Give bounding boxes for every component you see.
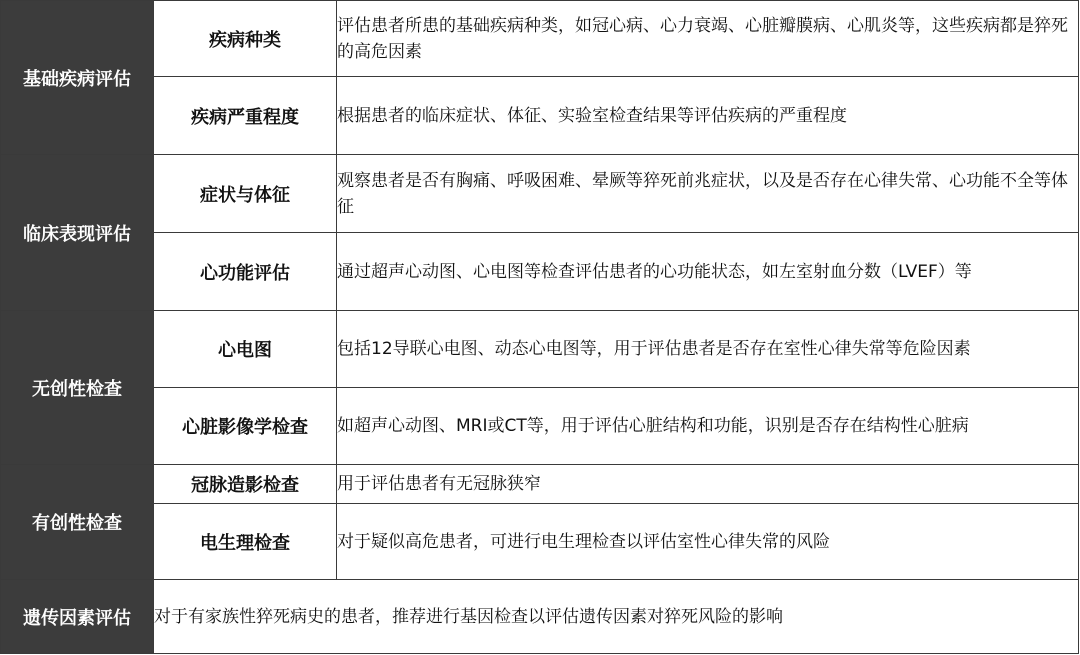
table-row [1,233,1079,311]
item-name-cell: 症状与体征 [154,155,337,233]
table-row [1,388,1079,465]
item-description-cell: 用于评估患者有无冠脉狭窄 [337,465,1079,504]
table-row [1,311,1079,388]
category-cell: 有创性检查 [1,465,154,580]
table-row [1,155,1079,233]
table-row [1,1,1079,77]
item-name-cell: 疾病种类 [154,1,337,77]
item-name-cell: 电生理检查 [154,504,337,580]
category-cell: 基础疾病评估 [1,1,154,155]
item-name-cell: 心电图 [154,311,337,388]
item-description-cell: 对于疑似高危患者，可进行电生理检查以评估室性心律失常的风险 [337,504,1079,580]
item-name-cell: 疾病严重程度 [154,77,337,155]
item-description-cell: 对于有家族性猝死病史的患者，推荐进行基因检查以评估遗传因素对猝死风险的影响 [154,580,1079,654]
item-description-cell: 评估患者所患的基础疾病种类，如冠心病、心力衰竭、心脏瓣膜病、心肌炎等，这些疾病都是猝死的高危因素 [337,1,1079,77]
table-row [1,465,1079,504]
table-row [1,504,1079,580]
item-description-cell: 通过超声心动图、心电图等检查评估患者的心功能状态，如左室射血分数（LVEF）等 [337,233,1079,311]
item-name-cell: 心功能评估 [154,233,337,311]
item-name-cell: 心脏影像学检查 [154,388,337,465]
table-row [1,580,1079,654]
item-description-cell: 包括12导联心电图、动态心电图等，用于评估患者是否存在室性心律失常等危险因素 [337,311,1079,388]
item-description-cell: 如超声心动图、MRI或CT等，用于评估心脏结构和功能，识别是否存在结构性心脏病 [337,388,1079,465]
item-description-cell: 观察患者是否有胸痛、呼吸困难、晕厥等猝死前兆症状，以及是否存在心律失常、心功能不全等体征 [337,155,1079,233]
category-cell: 临床表现评估 [1,155,154,311]
category-cell: 遗传因素评估 [1,580,154,654]
category-cell: 无创性检查 [1,311,154,465]
item-name-cell: 冠脉造影检查 [154,465,337,504]
table-row [1,77,1079,155]
item-description-cell: 根据患者的临床症状、体征、实验室检查结果等评估疾病的严重程度 [337,77,1079,155]
